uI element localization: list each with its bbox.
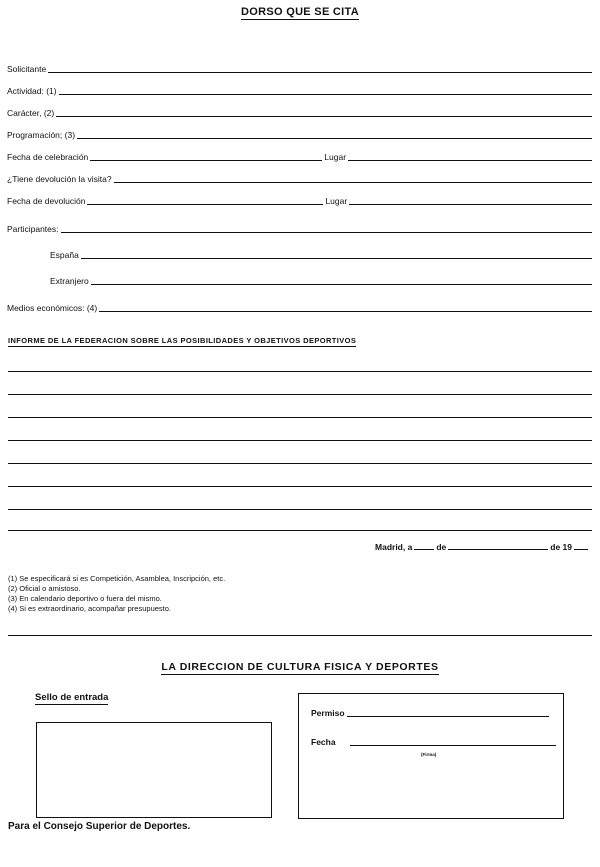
sello-box[interactable] bbox=[36, 722, 272, 818]
separator-line bbox=[8, 635, 592, 636]
date-line[interactable] bbox=[375, 542, 590, 552]
month-blank[interactable] bbox=[448, 549, 548, 550]
extranjero-line[interactable] bbox=[91, 284, 592, 285]
extranjero-field[interactable] bbox=[50, 274, 592, 286]
espana-field[interactable] bbox=[50, 248, 592, 260]
firma-label: (Firma) bbox=[421, 752, 437, 757]
solicitante-line[interactable] bbox=[48, 72, 592, 73]
solicitante-label: Solicitante bbox=[7, 64, 47, 74]
participantes-field[interactable] bbox=[7, 222, 592, 234]
lugar-label-1: Lugar bbox=[324, 152, 347, 162]
permiso-field[interactable] bbox=[311, 708, 549, 718]
caracter-field[interactable] bbox=[7, 106, 592, 118]
programacion-field[interactable] bbox=[7, 128, 592, 140]
lugar-line-2[interactable] bbox=[349, 204, 592, 205]
tiene-devolucion-label: ¿Tiene devolución la visita? bbox=[7, 174, 112, 184]
fecha-celebracion-field[interactable] bbox=[7, 150, 592, 162]
report-line[interactable] bbox=[8, 530, 592, 531]
actividad-line[interactable] bbox=[59, 94, 592, 95]
report-line[interactable] bbox=[8, 371, 592, 372]
fecha-devolucion-field[interactable] bbox=[7, 194, 592, 206]
actividad-field[interactable] bbox=[7, 84, 592, 96]
actividad-label: Actividad: (1) bbox=[7, 86, 57, 96]
report-line[interactable] bbox=[8, 463, 592, 464]
report-line[interactable] bbox=[8, 486, 592, 487]
footnote: (3) En calendario deportivo o fuera del mismo. bbox=[8, 594, 162, 603]
sello-label: Sello de entrada bbox=[35, 692, 109, 703]
fecha-devolucion-line[interactable] bbox=[87, 204, 323, 205]
lugar-label-2: Lugar bbox=[325, 196, 348, 206]
espana-line[interactable] bbox=[81, 258, 592, 259]
direccion-title: LA DIRECCION DE CULTURA FISICA Y DEPORTES bbox=[161, 661, 439, 673]
footnote: (1) Se especificará si es Competición, Asamblea, Inscripción, etc. bbox=[8, 574, 226, 583]
footnote: (4) Si es extraordinario, acompañar presupuesto. bbox=[8, 604, 172, 613]
fecha-celebracion-label: Fecha de celebración bbox=[7, 152, 89, 162]
permiso-line[interactable] bbox=[347, 716, 549, 717]
espana-label: España bbox=[50, 250, 79, 260]
footer-text: Para el Consejo Superior de Deportes. bbox=[8, 821, 191, 832]
madrid-label: Madrid, a bbox=[375, 542, 413, 552]
report-line[interactable] bbox=[8, 394, 592, 395]
caracter-label: Carácter, (2) bbox=[7, 108, 55, 118]
fecha-devolucion-label: Fecha de devolución bbox=[7, 196, 86, 206]
informe-heading: INFORME DE LA FEDERACION SOBRE LAS POSIBILIDADES Y OBJETIVOS DEPORTIVOS bbox=[8, 336, 357, 345]
extranjero-label: Extranjero bbox=[50, 276, 89, 286]
footnote: (2) Oficial o amistoso. bbox=[8, 584, 81, 593]
fecha-field[interactable] bbox=[311, 737, 556, 747]
report-line[interactable] bbox=[8, 440, 592, 441]
de19-label: de 19 bbox=[550, 542, 572, 552]
fecha-label: Fecha bbox=[311, 737, 336, 747]
fecha-celebracion-line[interactable] bbox=[90, 160, 322, 161]
year-blank[interactable] bbox=[574, 549, 588, 550]
programacion-line[interactable] bbox=[77, 138, 592, 139]
document-title: DORSO QUE SE CITA bbox=[241, 6, 359, 18]
report-line[interactable] bbox=[8, 509, 592, 510]
footnotes bbox=[8, 574, 225, 614]
de-label: de bbox=[436, 542, 447, 552]
report-line[interactable] bbox=[8, 417, 592, 418]
caracter-line[interactable] bbox=[56, 116, 592, 117]
permiso-label: Permiso bbox=[311, 708, 345, 718]
programacion-label: Programación; (3) bbox=[7, 130, 76, 140]
lugar-line-1[interactable] bbox=[348, 160, 592, 161]
fecha-line[interactable] bbox=[350, 745, 556, 746]
medios-field[interactable] bbox=[7, 301, 592, 313]
medios-line[interactable] bbox=[99, 311, 592, 312]
medios-label: Medios económicos: (4) bbox=[7, 303, 98, 313]
tiene-devolucion-line[interactable] bbox=[114, 182, 592, 183]
tiene-devolucion-field[interactable] bbox=[7, 172, 592, 184]
solicitante-field[interactable] bbox=[7, 62, 592, 74]
day-blank[interactable] bbox=[414, 549, 434, 550]
participantes-line[interactable] bbox=[61, 232, 593, 233]
participantes-label: Participantes: bbox=[7, 224, 59, 234]
